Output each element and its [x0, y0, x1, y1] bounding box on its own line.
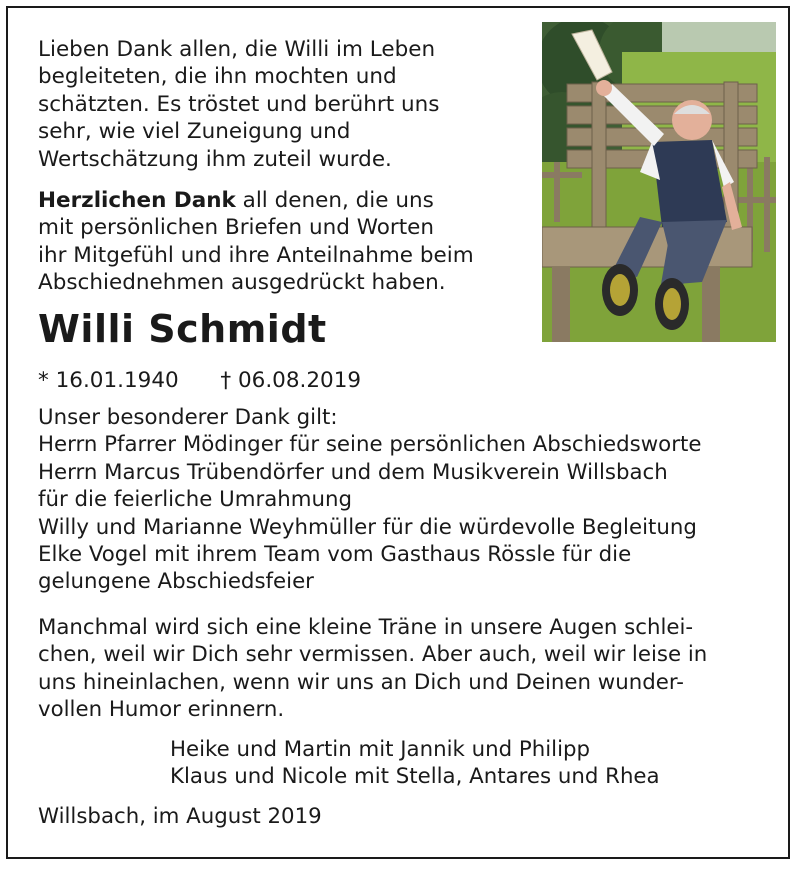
- thanks-paragraph: [38, 187, 474, 297]
- intro-paragraph: [38, 36, 439, 173]
- closing-line: Manchmal wird sich eine kleine Träne in unsere Augen schlei-: [38, 615, 694, 640]
- closing-line: chen, weil wir Dich sehr vermissen. Aber auch, weil wir leise in: [38, 642, 708, 668]
- thanks-bold: Herzlichen Dank: [38, 188, 236, 213]
- special-thanks: [38, 404, 701, 596]
- thanks-first-line: [38, 187, 474, 214]
- death-date: † 06.08.2019: [220, 368, 362, 393]
- thanks-line: ihr Mitgefühl und ihre Anteilnahme beim: [38, 242, 474, 268]
- birth-date: * 16.01.1940: [38, 368, 179, 393]
- intro-line: schätzten. Es tröstet und berührt uns: [38, 91, 440, 117]
- special-thanks-line: Herrn Marcus Trübendörfer und dem Musikverein Willsbach: [38, 459, 668, 485]
- portrait-photo: [542, 22, 776, 342]
- special-thanks-line: für die feierliche Umrahmung: [38, 487, 353, 513]
- intro-line: Wertschätzung ihm zuteil wurde.: [38, 146, 392, 172]
- life-dates: [38, 367, 361, 394]
- special-thanks-line: Willy und Marianne Weyhmüller für die würdevolle Begleitung: [38, 514, 697, 540]
- closing-line: vollen Humor erinnern.: [38, 697, 285, 723]
- family-signature: [170, 736, 660, 791]
- thanks-line: Abschiednehmen ausgedrückt haben.: [38, 270, 446, 296]
- closing-line: uns hineinlachen, wenn wir uns an Dich und Deinen wunder-: [38, 669, 684, 695]
- special-thanks-line: Herrn Pfarrer Mödinger für seine persönlichen Abschiedsworte: [38, 432, 702, 458]
- intro-line: sehr, wie viel Zuneigung und: [38, 119, 351, 145]
- family-line: Klaus und Nicole mit Stella, Antares und Rhea: [170, 764, 660, 790]
- place-date: Willsbach, im August 2019: [38, 804, 322, 829]
- special-thanks-line: gelungene Abschiedsfeier: [38, 569, 314, 595]
- closing-paragraph: [38, 614, 707, 724]
- intro-line: begleiteten, die ihn mochten und: [38, 64, 397, 90]
- family-line: Heike und Martin mit Jannik und Philipp: [170, 737, 591, 762]
- special-thanks-line: Unser besonderer Dank gilt:: [38, 405, 338, 430]
- special-thanks-line: Elke Vogel mit ihrem Team vom Gasthaus Rössle für die: [38, 541, 632, 567]
- intro-line: Lieben Dank allen, die Willi im Leben: [38, 37, 436, 62]
- deceased-name: Willi Schmidt: [38, 307, 327, 351]
- thanks-first-rest: all denen, die uns: [235, 188, 434, 213]
- thanks-line: mit persönlichen Briefen und Worten: [38, 215, 435, 241]
